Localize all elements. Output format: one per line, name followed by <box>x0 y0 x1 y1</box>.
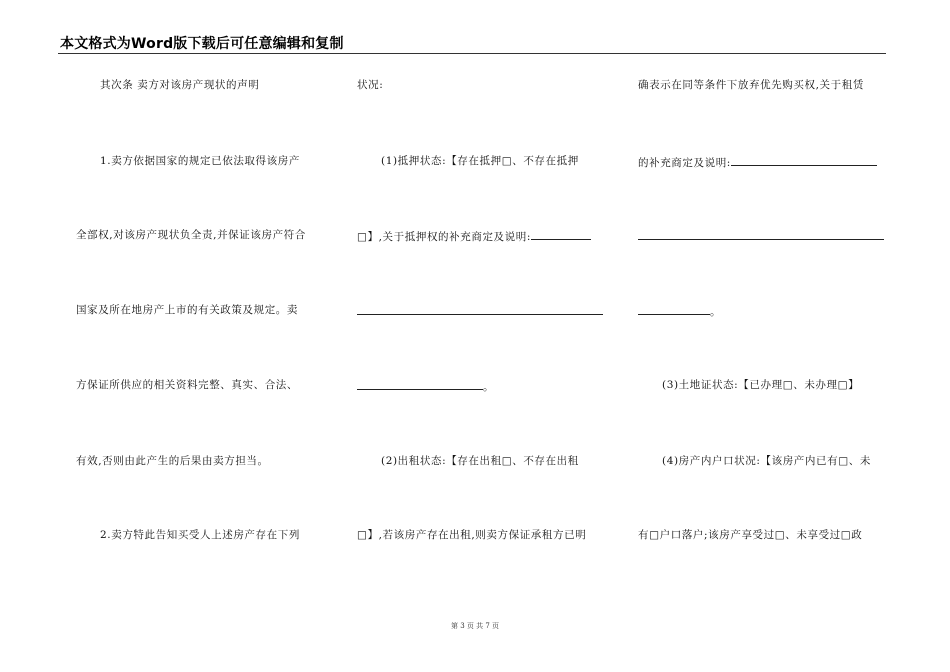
text-line: 国家及所在地房产上市的有关政策及规定。卖 <box>76 304 298 316</box>
page-footer <box>0 621 950 631</box>
text-line <box>638 303 888 319</box>
text-line: 其次条 卖方对该房产现状的声明 <box>100 79 260 91</box>
text-column-2 <box>357 60 607 620</box>
text-line: 方保证所供应的相关资料完整、真实、合法、 <box>76 379 298 391</box>
fill-in-blank <box>531 228 591 240</box>
text-line: (1)抵押状态:【存在抵押□、不存在抵押 <box>381 155 579 167</box>
header-title: 本文格式为Word版下载后可任意编辑和复制 <box>60 36 344 52</box>
text-line: □】,若该房产存在出租,则卖方保证承租方已明 <box>357 529 587 541</box>
text-line <box>357 228 607 244</box>
text-line: 有□户口落户;该房产享受过□、未享受过□政 <box>638 529 863 541</box>
text-line: (4)房产内户口状况:【该房产内已有□、未 <box>662 455 871 467</box>
text-line: 状况: <box>357 79 384 91</box>
text-segment: 。 <box>710 306 722 318</box>
text-segment: □】,关于抵押权的补充商定及说明: <box>357 231 531 243</box>
text-column-1 <box>76 60 326 620</box>
page-header <box>58 31 886 54</box>
fill-in-blank <box>638 303 710 315</box>
text-line <box>638 154 888 170</box>
text-segment: 的补充商定及说明: <box>638 157 731 169</box>
fill-in-blank <box>357 303 603 315</box>
page-number: 第 3 页 共 7 页 <box>450 622 500 630</box>
fill-in-blank <box>731 154 877 166</box>
text-column-3 <box>638 60 888 620</box>
text-line: (2)出租状态:【存在出租□、不存在出租 <box>381 455 579 467</box>
text-line: 确表示在同等条件下放弃优先购买权,关于租赁 <box>638 79 864 91</box>
text-line <box>357 303 607 319</box>
fill-in-blank <box>357 378 483 390</box>
text-line: 1.卖方依据国家的规定已依法取得该房产 <box>100 155 300 167</box>
text-line: 有效,否则由此产生的后果由卖方担当。 <box>76 455 269 467</box>
fill-in-blank <box>638 228 884 240</box>
text-segment: 。 <box>483 381 495 393</box>
text-line: 全部权,对该房产现状负全责,并保证该房产符合 <box>76 229 306 241</box>
text-line: (3)土地证状态:【已办理□、未办理□】 <box>662 379 860 391</box>
text-line: 2.卖方特此告知买受人上述房产存在下列 <box>100 529 300 541</box>
text-line <box>357 378 607 394</box>
text-line <box>638 228 888 244</box>
